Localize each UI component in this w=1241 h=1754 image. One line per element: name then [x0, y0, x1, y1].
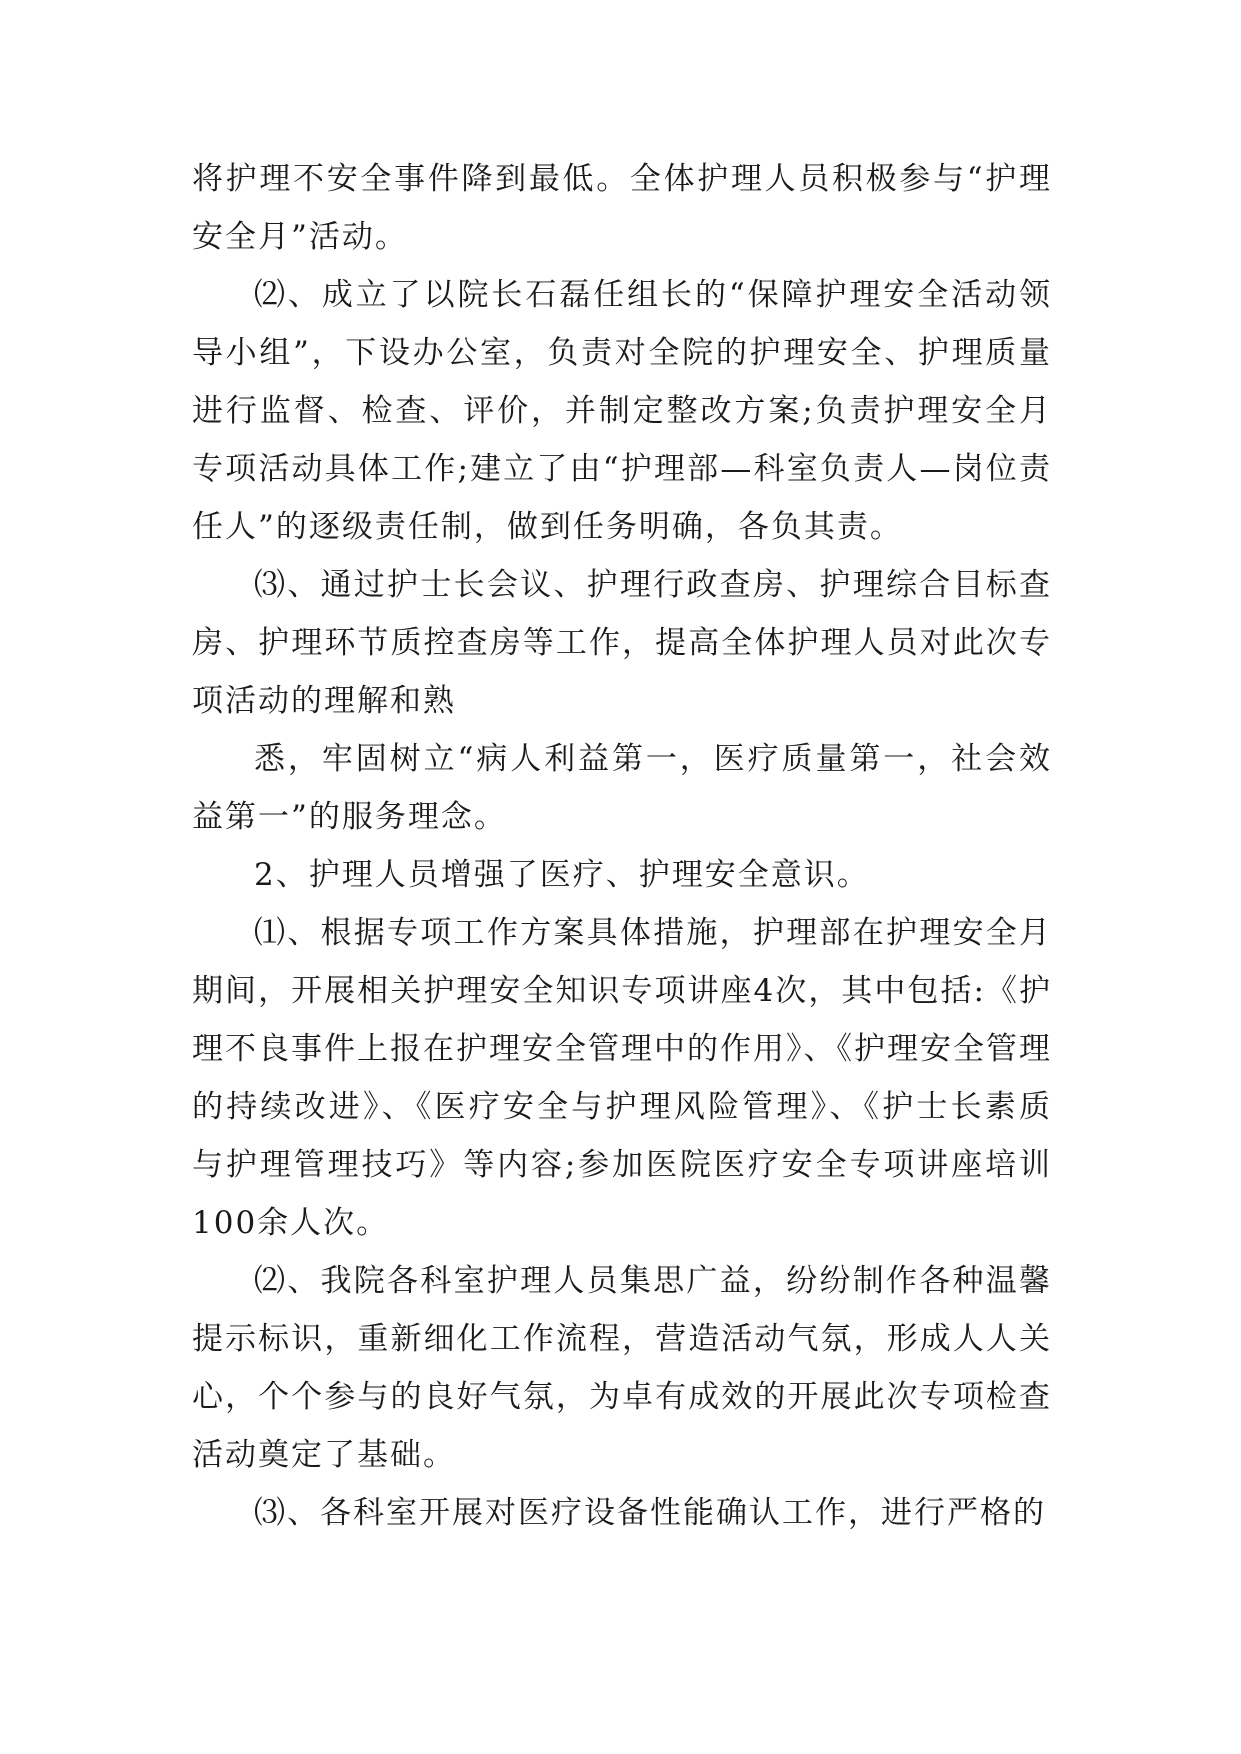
- document-body: [192, 150, 1052, 1542]
- paragraph: ⑵、我院各科室护理人员集思广益，纷纷制作各种温馨提示标识，重新细化工作流程，营造活动气氛，形成人人关心，个个参与的良好气氛，为卓有成效的开展此次专项检查活动奠定了基础。: [192, 1263, 1052, 1473]
- paragraph: ⑴、根据专项工作方案具体措施，护理部在护理安全月期间，开展相关护理安全知识专项讲座4次，其中包括:《护理不良事件上报在护理安全管理中的作用》、《护理安全管理的持续改进》、《医疗安全与护理风险管理》、《护士长素质与护理管理技巧》等内容;参加医院医疗安全专项讲座培训100余人次。: [192, 915, 1052, 1241]
- paragraph: 2、护理人员增强了医疗、护理安全意识。: [254, 857, 870, 893]
- paragraph: ⑶、各科室开展对医疗设备性能确认工作，进行严格的: [254, 1495, 1046, 1531]
- paragraph: ⑶、通过护士长会议、护理行政查房、护理综合目标查房、护理环节质控查房等工作，提高全体护理人员对此次专项活动的理解和熟: [192, 567, 1052, 719]
- paragraph: ⑵、成立了以院长石磊任组长的“保障护理安全活动领导小组”，下设办公室，负责对全院的护理安全、护理质量进行监督、检查、评价，并制定整改方案;负责护理安全月专项活动具体工作;建立了由“护理部—科室负责人—岗位责任人”的逐级责任制，做到任务明确，各负其责。: [192, 277, 1052, 545]
- paragraph: 将护理不安全事件降到最低。全体护理人员积极参与“护理安全月”活动。: [192, 161, 1052, 255]
- paragraph: 悉，牢固树立“病人利益第一，医疗质量第一，社会效益第一”的服务理念。: [192, 741, 1052, 835]
